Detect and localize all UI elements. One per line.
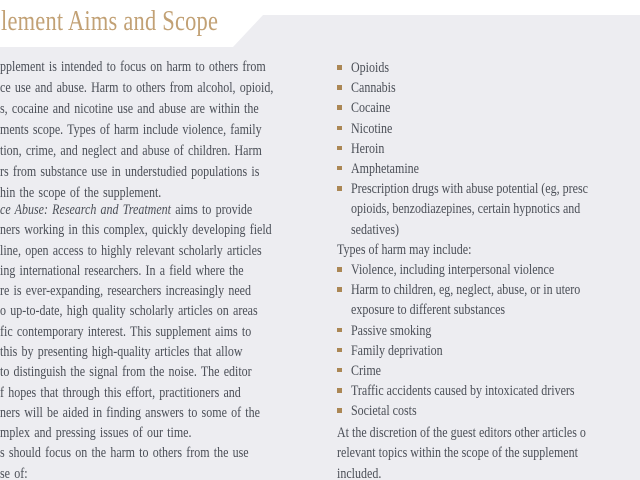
bullet-square-icon [337,65,342,70]
bullet-item-continuation: exposure to different substances [351,302,506,319]
bullet-square-icon [337,105,342,110]
bullet-item: Family deprivation [337,341,640,361]
harms-bullet-list [337,260,640,422]
text-line: tion, crime, and neglect and abuse of children. Harm [0,143,262,159]
bullet-item-continuation: sedatives) [351,221,399,238]
bullet-square-icon [337,388,342,393]
text-line: pplement is intended to focus on harm to others from [0,59,266,75]
bullet-square-icon [337,368,342,373]
journal-description-paragraph [0,200,335,444]
text-line: ners will be aided in finding answers to some of the [0,404,260,421]
bullet-item: Opioids [337,58,640,78]
bullet-item: Heroin [337,139,640,159]
bullet-square-icon [337,166,342,171]
text-line: Types of harm may include: [337,242,472,258]
text-line: ments scope. Types of harm include violence, family [0,122,262,138]
bullet-square-icon [337,267,342,272]
bullet-item: Amphetamine [337,159,640,179]
bullet-item: Nicotine [337,119,640,139]
text-line: o up-to-date, high quality scholarly articles on areas [0,303,258,320]
text-line: line, open access to highly relevant scholarly articles [0,242,262,259]
text-line: rs from substance use in understudied populations is [0,164,260,180]
bullet-item: Cocaine [337,98,640,118]
text-line: ners working in this complex, quickly developing field [0,222,272,239]
journal-name-italic: ce Abuse: Research and Treatment [0,202,171,218]
bullet-square-icon [337,126,342,131]
bullet-square-icon [337,408,342,413]
text-line: included. [337,465,382,480]
text-line: re is ever-expanding, researchers increasingly need [0,283,251,300]
text-line: ing international researchers. In a field where the [0,262,244,279]
bullet-item: Harm to children, eg, neglect, abuse, or in utero [337,280,640,300]
bullet-item-continuation: opioids, benzodiazepines, certain hypnotics and [351,201,581,218]
bullet-item: Traffic accidents caused by intoxicated drivers [337,381,640,401]
text-line: s should focus on the harm to others from the use [0,445,249,461]
text-line: se of: [0,466,28,480]
text-line: hin the scope of the supplement. [0,185,162,201]
bullet-item: Cannabis [337,78,640,98]
text-line: At the discretion of the guest editors other articles o [337,425,586,441]
bullet-item: Violence, including interpersonal violence [337,260,640,280]
text-line: mplex and pressing issues of our time. [0,425,192,442]
bullet-square-icon [337,186,342,191]
text-line: this by presenting high-quality articles that allow [0,344,243,361]
page-title: lement Aims and Scope [1,6,219,37]
bullet-square-icon [337,146,342,151]
text-line: to distinguish the signal from the noise. The editor [0,364,252,381]
text-line: s, cocaine and nicotine use and abuse are within the [0,101,259,117]
intro-paragraph [0,56,335,203]
bullet-square-icon [337,85,342,90]
guest-editors-paragraph [337,423,640,480]
bullet-item: Crime [337,361,640,381]
bullet-item: Passive smoking [337,321,640,341]
substances-bullet-list [337,58,640,240]
text-line: fic contemporary interest. This supplement aims to [0,323,252,340]
types-of-harm-heading [337,240,640,260]
focus-statement-paragraph [0,442,335,480]
bullet-square-icon [337,328,342,333]
bullet-square-icon [337,348,342,353]
text-line: ce Abuse: Research and Treatment aims to provide [0,202,253,218]
bullet-square-icon [337,287,342,292]
bullet-item: Prescription drugs with abuse potential (eg, presc [337,179,640,199]
bullet-item: Societal costs [337,401,640,421]
text-line: f hopes that through this effort, practitioners and [0,384,241,401]
text-line: ce use and abuse. Harm to others from alcohol, opioid, [0,80,274,96]
text-line: relevant topics within the scope of the supplement [337,445,578,462]
